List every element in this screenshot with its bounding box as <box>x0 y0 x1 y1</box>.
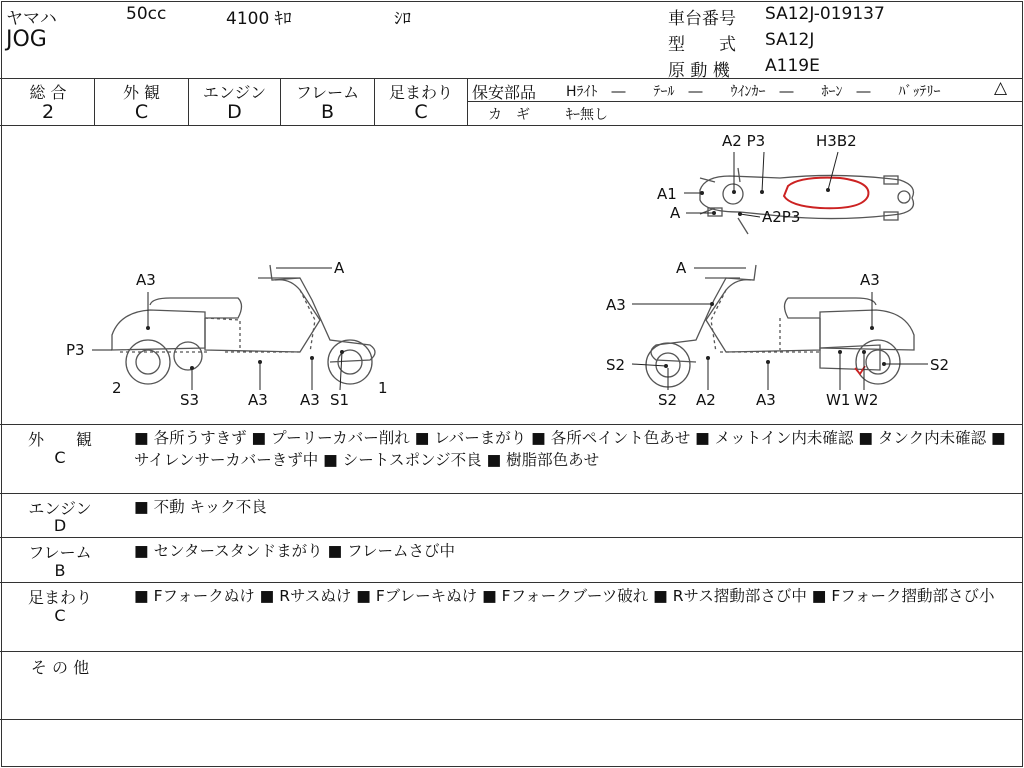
label-left-s3: S3 <box>180 391 200 409</box>
label-left-2: 2 <box>112 379 122 397</box>
suspension-text: ■ Fフォークぬけ ■ Rサスぬけ ■ Fブレーキぬけ ■ Fフォークブーツ破れ ■ Rサス摺動部さび中 ■ Fフォーク摺動部さび小 <box>134 587 995 605</box>
exterior-title: 外 観 <box>27 430 92 449</box>
label-right-a3-left: A3 <box>606 296 626 314</box>
exterior-grade: C <box>54 448 66 467</box>
displacement: 50cc <box>126 4 167 24</box>
exterior-text: ■ 各所うすきず ■ プーリーカバー削れ ■ レバーまがり ■ 各所ペイント色あせ ■ メットイン内未確認 ■ タンク内未確認 ■ サイレンサーカバーきず中 ■ シートスポンジ不良 ■ 樹脂部色あせ <box>134 429 1006 469</box>
label-right-s2-right: S2 <box>930 356 950 374</box>
seat-damage-mark <box>784 178 868 209</box>
label-right-w1: W1 <box>826 391 851 409</box>
label-right-a2-b: A2 <box>696 391 716 409</box>
grade-frame-label: フレーム <box>295 83 360 102</box>
color: ｼﾛ <box>394 9 411 29</box>
label-left-p3: P3 <box>66 341 85 359</box>
label-right-w2: W2 <box>854 391 879 409</box>
suspension-grade: C <box>54 606 66 625</box>
engine-label: 原 動 機 <box>668 61 730 81</box>
label-right-a3-b: A3 <box>756 391 776 409</box>
label-left-a: A <box>334 259 345 277</box>
label-top-h3b2: H3B2 <box>816 132 857 150</box>
label-top-a2p3-lower: A2P3 <box>762 208 801 226</box>
frame-title: フレーム <box>28 543 92 562</box>
battery-mark: △ <box>994 78 1008 98</box>
grade-exterior-label: 外 観 <box>122 83 161 102</box>
label-left-a3-b1: A3 <box>248 391 268 409</box>
type-label: 型 式 <box>668 35 736 55</box>
top-view-scooter <box>700 168 914 234</box>
grade-frame-value: B <box>320 101 335 123</box>
engine-grade: D <box>53 516 67 535</box>
engine-title: エンジン <box>28 499 92 518</box>
mileage: 4100 ｷﾛ <box>226 9 292 29</box>
engine-value: A119E <box>765 56 820 76</box>
grade-overall-label: 総 合 <box>29 83 67 102</box>
label-right-s2-left: S2 <box>606 356 626 374</box>
label-right-a3-right: A3 <box>860 271 880 289</box>
grade-engine-value: D <box>227 101 242 123</box>
engine-text: ■ 不動 キック不良 <box>134 498 267 516</box>
label-top-a: A <box>670 204 681 222</box>
label-right-a: A <box>676 259 687 277</box>
frame-no-label: 車台番号 <box>668 9 736 29</box>
maker: ヤマハ <box>6 9 57 29</box>
frame-text: ■ センタースタンドまがり ■ フレームさび中 <box>134 542 456 560</box>
grade-overall-value: 2 <box>41 101 55 123</box>
safety-title: 保安部品 <box>472 83 537 102</box>
label-top-a2p3: A2 P3 <box>722 132 766 150</box>
grade-suspension-label: 足まわり <box>388 83 453 102</box>
safety-items: Hﾗｲﾄ ― ﾃｰﾙ ― ｳｲﾝｶｰ ― ﾎｰﾝ ― ﾊﾞｯﾃﾘｰ <box>566 84 941 100</box>
damage-diagram <box>0 126 1022 424</box>
key-label: カ ギ <box>488 107 530 123</box>
label-left-a3-top: A3 <box>136 271 156 289</box>
label-left-a3-b2: A3 <box>300 391 320 409</box>
frame-no: SA12J-019137 <box>765 4 885 24</box>
other-title: そ の 他 <box>30 658 90 677</box>
grade-exterior-value: C <box>134 101 149 123</box>
grade-engine-label: エンジン <box>202 83 267 102</box>
grade-suspension-value: C <box>414 101 428 123</box>
label-top-a1: A1 <box>657 185 677 203</box>
suspension-title: 足まわり <box>27 588 92 607</box>
label-left-1: 1 <box>378 379 388 397</box>
label-left-s1: S1 <box>330 391 350 409</box>
type-value: SA12J <box>765 30 815 50</box>
label-right-s2-b: S2 <box>658 391 678 409</box>
key-value: ｷｰ無し <box>566 107 608 123</box>
model-name: JOG <box>6 27 47 52</box>
frame-grade: B <box>54 561 66 580</box>
